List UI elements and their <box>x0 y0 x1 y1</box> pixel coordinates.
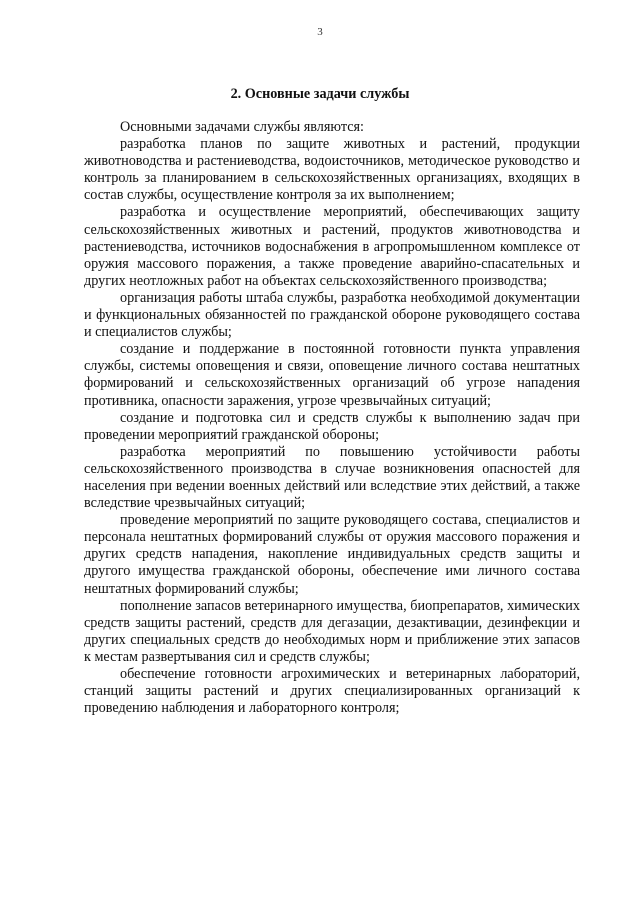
paragraph-task: пополнение запасов ветеринарного имущества, биопрепаратов, химических средств защиты растений, средств для дегазации, дезактивации, дезинфекции и других специальных средств до необходимых норм и приближение этих запасов к местам развертывания сил и средств службы; <box>84 597 580 665</box>
paragraph-task: создание и поддержание в постоянной готовности пункта управления службы, системы оповещения и связи, оповещение личного состава нештатных формирований и сельскохозяйственных организаций об угрозе нападения противника, опасности заражения, угрозе чрезвычайных ситуаций; <box>84 341 580 409</box>
document-body <box>84 119 580 717</box>
paragraph-task: проведение мероприятий по защите руководящего состава, специалистов и персонала нештатных формирований службы от оружия массового поражения и других средств нападения, накопление индивидуальных средств защиты и другого имущества гражданской обороны, обеспечение ими личного состава нештатных формирований службы; <box>84 512 580 597</box>
paragraph-task: создание и подготовка сил и средств службы к выполнению задач при проведении мероприятий гражданской обороны; <box>84 409 580 443</box>
paragraph-task: разработка планов по защите животных и растений, продукции животноводства и растениеводства, водоисточников, методическое руководство и контроль за планированием в сельскохозяйственных организациях, входящих в состав службы, осуществление контроля за их выполнением; <box>84 136 580 204</box>
paragraph-intro: Основными задачами службы являются: <box>120 119 364 135</box>
paragraph-task: организация работы штаба службы, разработка необходимой документации и функциональных обязанностей по гражданской обороне руководящего состава и специалистов службы; <box>84 289 580 341</box>
page-number: 3 <box>317 26 323 38</box>
paragraph-task: разработка и осуществление мероприятий, обеспечивающих защиту сельскохозяйственных животных и растений, продуктов животноводства и растениеводства, источников водоснабжения в агропромышленном комплексе от оружия массового поражения, а также проведение аварийно-спасательных и других неотложных работ на объектах сельскохозяйственного производства; <box>84 204 580 289</box>
paragraph-task: разработка мероприятий по повышению устойчивости работы сельскохозяйственного производства в случае возникновения опасностей для населения при ведении военных действий или вследствие этих действий, а также вследствие чрезвычайных ситуаций; <box>84 443 580 512</box>
paragraph-task: обеспечение готовности агрохимических и ветеринарных лабораторий, станций защиты растений и других специализированных организаций к проведению наблюдения и лабораторного контроля; <box>84 666 580 717</box>
section-heading: 2. Основные задачи службы <box>230 86 410 102</box>
